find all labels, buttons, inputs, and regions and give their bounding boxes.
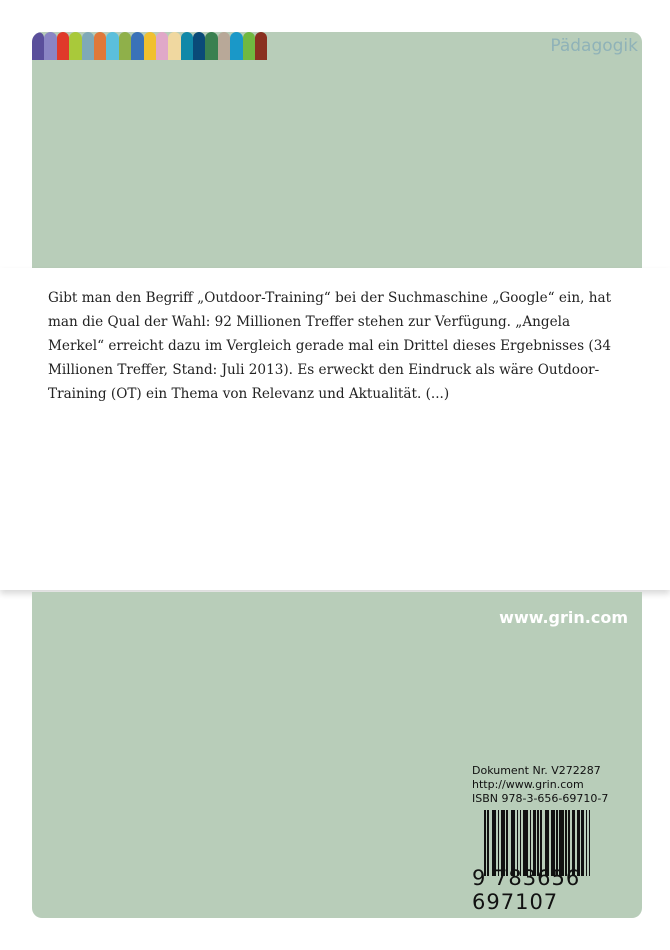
color-stripe [32, 32, 44, 60]
category-label: Pädagogik [550, 36, 638, 56]
color-stripe [144, 32, 156, 60]
publisher-url[interactable]: www.grin.com [499, 608, 628, 627]
color-stripe [119, 32, 131, 60]
document-number: Dokument Nr. V272287 [472, 764, 601, 777]
color-stripe [193, 32, 205, 60]
color-stripe [218, 32, 230, 60]
cover-bottom-panel [32, 592, 642, 918]
color-stripe [168, 32, 180, 60]
color-stripe [57, 32, 69, 60]
blurb-text: Gibt man den Begriff „Outdoor-Training“ bei der Suchmaschine „Google“ ein, hat man die Qual der Wahl: 92 Millionen Treffer stehen zur Verfügung. „Angela Merkel“ erreicht dazu im Vergleich gerade mal ein Drittel dieses Ergebnisses (34 Millionen Treffer, Stand: Juli 2013). Es erweckt den Eindruck als wäre Outdoor-Training (OT) ein Thema von Relevanz und Aktualität. (...) [48, 290, 612, 402]
color-stripe [44, 32, 56, 60]
color-stripe [94, 32, 106, 60]
color-stripe [243, 32, 255, 60]
color-stripe [255, 32, 267, 60]
color-stripe [181, 32, 193, 60]
color-stripe [205, 32, 217, 60]
color-stripe [156, 32, 168, 60]
color-stripe [82, 32, 94, 60]
publisher-link[interactable]: http://www.grin.com [472, 778, 584, 791]
color-stripe [106, 32, 118, 60]
color-stripe [230, 32, 242, 60]
barcode-number: 9 783656 697107 [472, 866, 581, 914]
color-stripe [69, 32, 81, 60]
color-stripes [32, 32, 267, 60]
isbn: ISBN 978-3-656-69710-7 [472, 792, 609, 805]
cover-top-panel [32, 32, 642, 268]
color-stripe [131, 32, 143, 60]
document-meta [472, 764, 608, 806]
